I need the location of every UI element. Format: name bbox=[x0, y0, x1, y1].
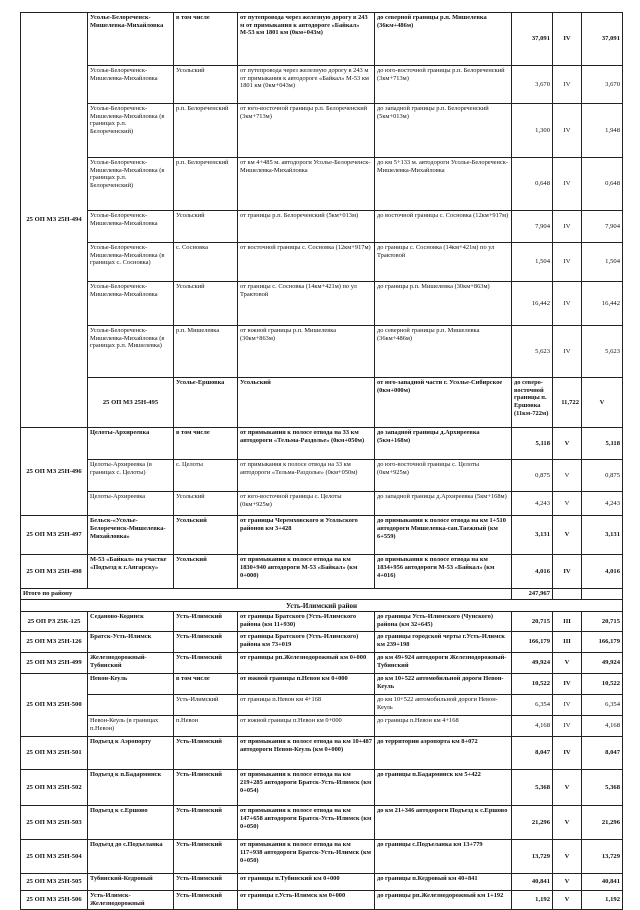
table-row bbox=[21, 378, 623, 428]
segment-end: до территории аэропорта км 8+072 bbox=[375, 737, 512, 770]
table-row bbox=[21, 695, 623, 716]
road-code: 25 ОП МЗ 25Н-505 bbox=[21, 874, 88, 891]
table-row bbox=[21, 653, 623, 674]
district: Усть-Илимский bbox=[174, 891, 238, 910]
length-total-km: 49,924 bbox=[582, 653, 623, 674]
length-km: 1,192 bbox=[512, 891, 553, 910]
district: р.п. Мишелевка bbox=[174, 326, 238, 378]
district: п.Невон bbox=[174, 716, 238, 737]
length-km: 40,841 bbox=[512, 874, 553, 891]
length-km: 1,504 bbox=[512, 243, 553, 282]
district: Усть-Илимский bbox=[174, 770, 238, 806]
road-name: Подъезд к Аэропорту bbox=[88, 737, 174, 770]
segment-start: от границы р.п. Белореченский (5км+013м) bbox=[238, 211, 375, 243]
district: Усольский bbox=[174, 66, 238, 104]
length-total-km: 4,016 bbox=[582, 555, 623, 589]
table-row bbox=[21, 555, 623, 589]
segment-end: до западной границы д.Архиреевка (5км+168м) bbox=[375, 492, 512, 516]
road-code: 25 ОП МЗ 25Н-500 bbox=[21, 674, 88, 737]
table-row bbox=[21, 326, 623, 378]
road-category: V bbox=[553, 840, 582, 874]
road-code: 25 ОП МЗ 25Н-494 bbox=[21, 13, 88, 428]
length-total-km: 3,670 bbox=[582, 66, 623, 104]
length-km: 3,131 bbox=[512, 516, 553, 555]
road-registry-document bbox=[20, 12, 622, 910]
segment-end: до примыкания к полосе отвода на км 1834+956 автодороги М-53 «Байкал» (км 4+016) bbox=[375, 555, 512, 589]
length-km: 4,016 bbox=[512, 555, 553, 589]
road-category: IV bbox=[553, 737, 582, 770]
road-code: 25 ОП МЗ 25Н-503 bbox=[21, 806, 88, 840]
length-km: 0,648 bbox=[512, 158, 553, 211]
table-row bbox=[21, 840, 623, 874]
table-row bbox=[21, 428, 623, 460]
length-km: 4,168 bbox=[512, 716, 553, 737]
road-code: 25 ОП МЗ 25Н-126 bbox=[21, 632, 88, 653]
length-total-km: 16,442 bbox=[582, 282, 623, 326]
segment-end: до км 21+346 автодороги Подъезд к с.Ершово bbox=[375, 806, 512, 840]
table-row bbox=[21, 806, 623, 840]
road-category: V bbox=[553, 460, 582, 492]
road-category: IV bbox=[553, 211, 582, 243]
length-total-km: 0,875 bbox=[582, 460, 623, 492]
road-category: IV bbox=[553, 695, 582, 716]
segment-start: от примыкания к полосе отвода на км 147+658 автодороги Братск-Усть-Илимск (км 0+050) bbox=[238, 806, 375, 840]
district: Усольский bbox=[174, 516, 238, 555]
table-body-ust-ilimsky bbox=[21, 612, 623, 910]
road-name: Целоты-Архиреевка bbox=[88, 492, 174, 516]
district: в том числе bbox=[174, 13, 238, 66]
table-row bbox=[21, 632, 623, 653]
segment-end: до км 5+133 м. автодороги Усолье-Белореченск-Мишелевка-Михайловка bbox=[375, 158, 512, 211]
district: Усть-Илимский bbox=[174, 874, 238, 891]
length-total-km: 7,904 bbox=[582, 211, 623, 243]
table-row bbox=[21, 612, 623, 632]
road-code: 25 ОП МЗ 25Н-497 bbox=[21, 516, 88, 555]
district: с. Сосновка bbox=[174, 243, 238, 282]
table-total-section bbox=[21, 589, 623, 612]
segment-end: до границы с. Сосновка (14км+421м) по ул Трактовой bbox=[375, 243, 512, 282]
road-category: IV bbox=[553, 104, 582, 158]
length-total-km: 1,948 bbox=[582, 104, 623, 158]
segment-start: от границы Братского (Усть-Илимского) района км 73+019 bbox=[238, 632, 375, 653]
length-km: 7,904 bbox=[512, 211, 553, 243]
length-km: 10,522 bbox=[512, 674, 553, 695]
segment-end: до северной границы р.п. Мишелевка (36км+486м) bbox=[375, 13, 512, 66]
segment-end: до границы р.п. Мишелевка (30км+863м) bbox=[375, 282, 512, 326]
table-body-usolsky bbox=[21, 13, 623, 589]
road-name: Невон-Кеуль bbox=[88, 674, 174, 695]
road-name bbox=[88, 695, 174, 716]
table-row bbox=[21, 460, 623, 492]
length-total-km: 1,192 bbox=[582, 891, 623, 910]
road-category: V bbox=[553, 806, 582, 840]
district: в том числе bbox=[174, 674, 238, 695]
road-name: Железнодорожный-Тубинский bbox=[88, 653, 174, 674]
table-row bbox=[21, 891, 623, 910]
segment-start: от границы п.Тубинский км 0+000 bbox=[238, 874, 375, 891]
table-row bbox=[21, 158, 623, 211]
length-km: 16,442 bbox=[512, 282, 553, 326]
district: Усть-Илимский bbox=[174, 612, 238, 632]
segment-start: от км 4+485 м. автодороги Усолье-Белореченск-Мишелевка-Михайловка bbox=[238, 158, 375, 211]
length-km: 8,047 bbox=[512, 737, 553, 770]
road-category: III bbox=[553, 612, 582, 632]
road-category: IV bbox=[553, 716, 582, 737]
length-total-km: 13,729 bbox=[582, 840, 623, 874]
segment-start: от юго-западной части г. Усолье-Сибирское (0км+000м) bbox=[375, 378, 512, 428]
district: Усть-Илимский bbox=[174, 653, 238, 674]
district: Усть-Илимский bbox=[174, 695, 238, 716]
region-row bbox=[21, 600, 623, 612]
length-km: 21,296 bbox=[512, 806, 553, 840]
segment-start: от примыкания к полосе отвода на 33 км автодороги «Тельма-Раздолье» (0км+050м) bbox=[238, 460, 375, 492]
table-row bbox=[21, 13, 623, 66]
road-name: Невон-Кеуль (в границах п.Невон) bbox=[88, 716, 174, 737]
road-category: V bbox=[553, 516, 582, 555]
road-name: Усолье-Белореченск-Мишелевка-Михайловка bbox=[88, 211, 174, 243]
length-km: 5,118 bbox=[512, 428, 553, 460]
segment-end: до границы п.Невон км 4+168 bbox=[375, 716, 512, 737]
length-km: 20,715 bbox=[512, 612, 553, 632]
length-km: 3,670 bbox=[512, 66, 553, 104]
segment-start: от юго-восточной границы с. Целоты (0км+925м) bbox=[238, 492, 375, 516]
segment-start: от границы Братского (Усть-Илимского района (км 11+930) bbox=[238, 612, 375, 632]
total-row bbox=[21, 589, 623, 600]
length-total-km: 6,354 bbox=[582, 695, 623, 716]
road-category: V bbox=[553, 770, 582, 806]
segment-start: от границы Черемховского и Усольского районов км 3+428 bbox=[238, 516, 375, 555]
road-name: Усолье-Белореченск-Мишелевка-Михайловка bbox=[88, 66, 174, 104]
road-name: Усолье-Белореченск-Мишелевка-Михайловка bbox=[88, 282, 174, 326]
road-name: Усолье-Белореченск-Мишелевка-Михайловка bbox=[88, 13, 174, 66]
road-category: V bbox=[553, 653, 582, 674]
length-total-km: 20,715 bbox=[582, 612, 623, 632]
total-label: Итого по району bbox=[21, 589, 512, 600]
segment-start: от границы п.Невон км 4+168 bbox=[238, 695, 375, 716]
length-km: 11,722 bbox=[553, 378, 582, 428]
segment-end: до границы Усть-Илимского (Чунского) района (км 32+645) bbox=[375, 612, 512, 632]
table-row bbox=[21, 874, 623, 891]
segment-end: до примыкания к полосе отвода на км 1+510 автодороги Мишелевка-сан.Таежный (км 6+559) bbox=[375, 516, 512, 555]
road-category: IV bbox=[553, 326, 582, 378]
road-name: Усолье-Ершовка bbox=[174, 378, 238, 428]
length-km: 37,091 bbox=[512, 13, 553, 66]
length-km: 0,875 bbox=[512, 460, 553, 492]
road-code: 25 ОП РЗ 25К-125 bbox=[21, 612, 88, 632]
road-name: Подъезд к п.Бадарминск bbox=[88, 770, 174, 806]
length-km: 5,368 bbox=[512, 770, 553, 806]
road-code: 25 ОП МЗ 25Н-496 bbox=[21, 428, 88, 516]
length-km: 6,354 bbox=[512, 695, 553, 716]
segment-end: до границы с.Подъеланка км 13+779 bbox=[375, 840, 512, 874]
segment-start: от путепровода через железную дорогу в 243 м от примыкания к автодороге «Байкал» М-53 км 1801 км (0км+043м) bbox=[238, 13, 375, 66]
road-code: 25 ОП МЗ 25Н-504 bbox=[21, 840, 88, 874]
segment-end: до км 10+522 автомобильной дороги Невон-Кеуль bbox=[375, 695, 512, 716]
table-row bbox=[21, 737, 623, 770]
segment-end: до границы п.Бадарминск км 5+422 bbox=[375, 770, 512, 806]
road-code: 25 ОП МЗ 25Н-499 bbox=[21, 653, 88, 674]
segment-start: от примыкания к полосе отвода на км 117+938 автодороги Братск-Усть-Илимск (км 0+050) bbox=[238, 840, 375, 874]
road-name: Целоты-Архиреевка bbox=[88, 428, 174, 460]
table-row bbox=[21, 243, 623, 282]
length-total-km: 5,118 bbox=[582, 428, 623, 460]
road-category: IV bbox=[553, 158, 582, 211]
segment-end: до восточной границы с. Сосновка (12км+917м) bbox=[375, 211, 512, 243]
length-km: 13,729 bbox=[512, 840, 553, 874]
segment-end: до границы рп.Железнодорожный км 1+192 bbox=[375, 891, 512, 910]
road-name: Усолье-Белореченск-Мишелевка-Михайловка (в границах с. Сосновка) bbox=[88, 243, 174, 282]
road-code: 25 ОП МЗ 25Н-501 bbox=[21, 737, 88, 770]
table-row bbox=[21, 66, 623, 104]
table-row bbox=[21, 492, 623, 516]
segment-start: от границы рп.Железнодорожный км 0+000 bbox=[238, 653, 375, 674]
road-category: V bbox=[582, 378, 623, 428]
road-category: V bbox=[553, 492, 582, 516]
segment-start: от путепровода через железную дорогу в 243 м от примыкания к автодороге «Байкал» М-53 км 1801 км (0км+043м) bbox=[238, 66, 375, 104]
road-name: Подъезд до с.Подъеланка bbox=[88, 840, 174, 874]
segment-end: до границы п.Кедровый км 40+841 bbox=[375, 874, 512, 891]
length-total-km: 5,623 bbox=[582, 326, 623, 378]
length-total-km: 8,047 bbox=[582, 737, 623, 770]
road-name: Усолье-Белореченск-Мишелевка-Михайловка (в границах р.п. Белореченский) bbox=[88, 158, 174, 211]
segment-start: от примыкания к полосе отвода на 33 км автодороги «Тельма-Раздолье» (0км+050м) bbox=[238, 428, 375, 460]
table-row bbox=[21, 282, 623, 326]
length-total-km: 166,179 bbox=[582, 632, 623, 653]
district: Усть-Илимский bbox=[174, 632, 238, 653]
length-km: 166,179 bbox=[512, 632, 553, 653]
road-category: V bbox=[553, 874, 582, 891]
district: р.п. Белореченский bbox=[174, 158, 238, 211]
length-total-km: 0,648 bbox=[582, 158, 623, 211]
segment-start: от юго-восточной границы р.п. Белореченский (3км+713м) bbox=[238, 104, 375, 158]
road-name: Тубинский-Кедровый bbox=[88, 874, 174, 891]
road-category: V bbox=[553, 891, 582, 910]
segment-end: до границы городской черты г.Усть-Илимск км 239+198 bbox=[375, 632, 512, 653]
road-name: Усть-Илимск-Железнодорожный bbox=[88, 891, 174, 910]
segment-end: до северной границы р.п. Мишелевка (36км+486м) bbox=[375, 326, 512, 378]
segment-end: до западной границы р.п. Белореченский (5км+013м) bbox=[375, 104, 512, 158]
segment-start: от примыкания к полосе отвода на км 10+487 автодороги Невон-Кеуль (км 0+000) bbox=[238, 737, 375, 770]
road-name: Братск-Усть-Илимск bbox=[88, 632, 174, 653]
segment-start: от южной границы р.п. Мишелевка (30км+863м) bbox=[238, 326, 375, 378]
road-category: V bbox=[553, 428, 582, 460]
length-km: 5,623 bbox=[512, 326, 553, 378]
district: Усольский bbox=[174, 211, 238, 243]
district: в том числе bbox=[174, 428, 238, 460]
segment-start: от границы с. Сосновка (14км+421м) по ул Трактовой bbox=[238, 282, 375, 326]
segment-start: от границы г.Усть-Илимск км 0+000 bbox=[238, 891, 375, 910]
length-total-km: 10,522 bbox=[582, 674, 623, 695]
segment-start: от южной границы п.Невон км 0+000 bbox=[238, 716, 375, 737]
road-name: М-53 «Байкал» на участке «Подъезд к г.Ангарску» bbox=[88, 555, 174, 589]
length-total-km: 40,841 bbox=[582, 874, 623, 891]
length-total-km: 5,368 bbox=[582, 770, 623, 806]
segment-end: до юго-восточной границы р.п. Белореченский (3км+713м) bbox=[375, 66, 512, 104]
total-value: 247,967 bbox=[512, 589, 553, 600]
district: Усть-Илимский bbox=[174, 806, 238, 840]
table-row bbox=[21, 104, 623, 158]
road-name: Подъезд к с.Ершово bbox=[88, 806, 174, 840]
length-total-km: 4,243 bbox=[582, 492, 623, 516]
segment-end: до км 49+924 автодороги Железнодорожный-Тубинский bbox=[375, 653, 512, 674]
segment-end: до юго-восточной границы с. Целоты (0км+925м) bbox=[375, 460, 512, 492]
road-category: IV bbox=[553, 243, 582, 282]
road-category: IV bbox=[553, 282, 582, 326]
district: Усть-Илимский bbox=[174, 737, 238, 770]
length-total-km: 21,296 bbox=[582, 806, 623, 840]
road-name: Усолье-Белореченск-Мишелевка-Михайловка (в границах р.п. Мишелевка) bbox=[88, 326, 174, 378]
table-row bbox=[21, 674, 623, 695]
road-category: IV bbox=[553, 555, 582, 589]
district: с. Целоты bbox=[174, 460, 238, 492]
road-table bbox=[20, 12, 623, 910]
segment-start: от южной границы п.Невон км 0+000 bbox=[238, 674, 375, 695]
road-name: Усолье-Белореченск-Мишелевка-Михайловка (в границах р.п. Белореченский) bbox=[88, 104, 174, 158]
segment-start: от восточной границы с. Сосновка (12км+917м) bbox=[238, 243, 375, 282]
length-total-km: 37,091 bbox=[582, 13, 623, 66]
region-title: Усть-Илимский район bbox=[21, 600, 623, 612]
road-name: Бельск-«Усолье-Белореченск-Мишелевка-Михайловка» bbox=[88, 516, 174, 555]
road-category: IV bbox=[553, 674, 582, 695]
district: Усть-Илимский bbox=[174, 840, 238, 874]
segment-end: до северо-восточной границы п. Ершовка (11км-722м) bbox=[512, 378, 553, 428]
district: Усольский bbox=[238, 378, 375, 428]
road-category: III bbox=[553, 632, 582, 653]
road-code: 25 ОП МЗ 25Н-502 bbox=[21, 770, 88, 806]
road-category: IV bbox=[553, 66, 582, 104]
table-row bbox=[21, 516, 623, 555]
length-km: 4,243 bbox=[512, 492, 553, 516]
segment-start: от примыкания к полосе отвода на км 219+285 автодороги Братск-Усть-Илимск (км 0+054) bbox=[238, 770, 375, 806]
district: Усольский bbox=[174, 555, 238, 589]
road-category: IV bbox=[553, 13, 582, 66]
segment-end: до км 10+522 автомобильной дороги Невон-Кеуль bbox=[375, 674, 512, 695]
table-row bbox=[21, 770, 623, 806]
length-km: 1,300 bbox=[512, 104, 553, 158]
road-name: Седаново-Кодинск bbox=[88, 612, 174, 632]
table-row bbox=[21, 716, 623, 737]
road-name: Целоты-Архиреевка (в границах с. Целоты) bbox=[88, 460, 174, 492]
district: Усольский bbox=[174, 492, 238, 516]
length-total-km: 3,131 bbox=[582, 516, 623, 555]
district: Усольский bbox=[174, 282, 238, 326]
segment-start: от примыкания к полосе отвода на км 1830+940 автодороги М-53 «Байкал» (км 0+000) bbox=[238, 555, 375, 589]
road-code: 25 ОП МЗ 25Н-506 bbox=[21, 891, 88, 910]
road-code: 25 ОП МЗ 25Н-498 bbox=[21, 555, 88, 589]
table-row bbox=[21, 211, 623, 243]
road-code: 25 ОП МЗ 25Н-495 bbox=[88, 378, 174, 428]
district: р.п. Белореченский bbox=[174, 104, 238, 158]
length-total-km: 4,168 bbox=[582, 716, 623, 737]
segment-end: до западной границы д.Архиреевка (5км+168м) bbox=[375, 428, 512, 460]
length-km: 49,924 bbox=[512, 653, 553, 674]
length-total-km: 1,504 bbox=[582, 243, 623, 282]
